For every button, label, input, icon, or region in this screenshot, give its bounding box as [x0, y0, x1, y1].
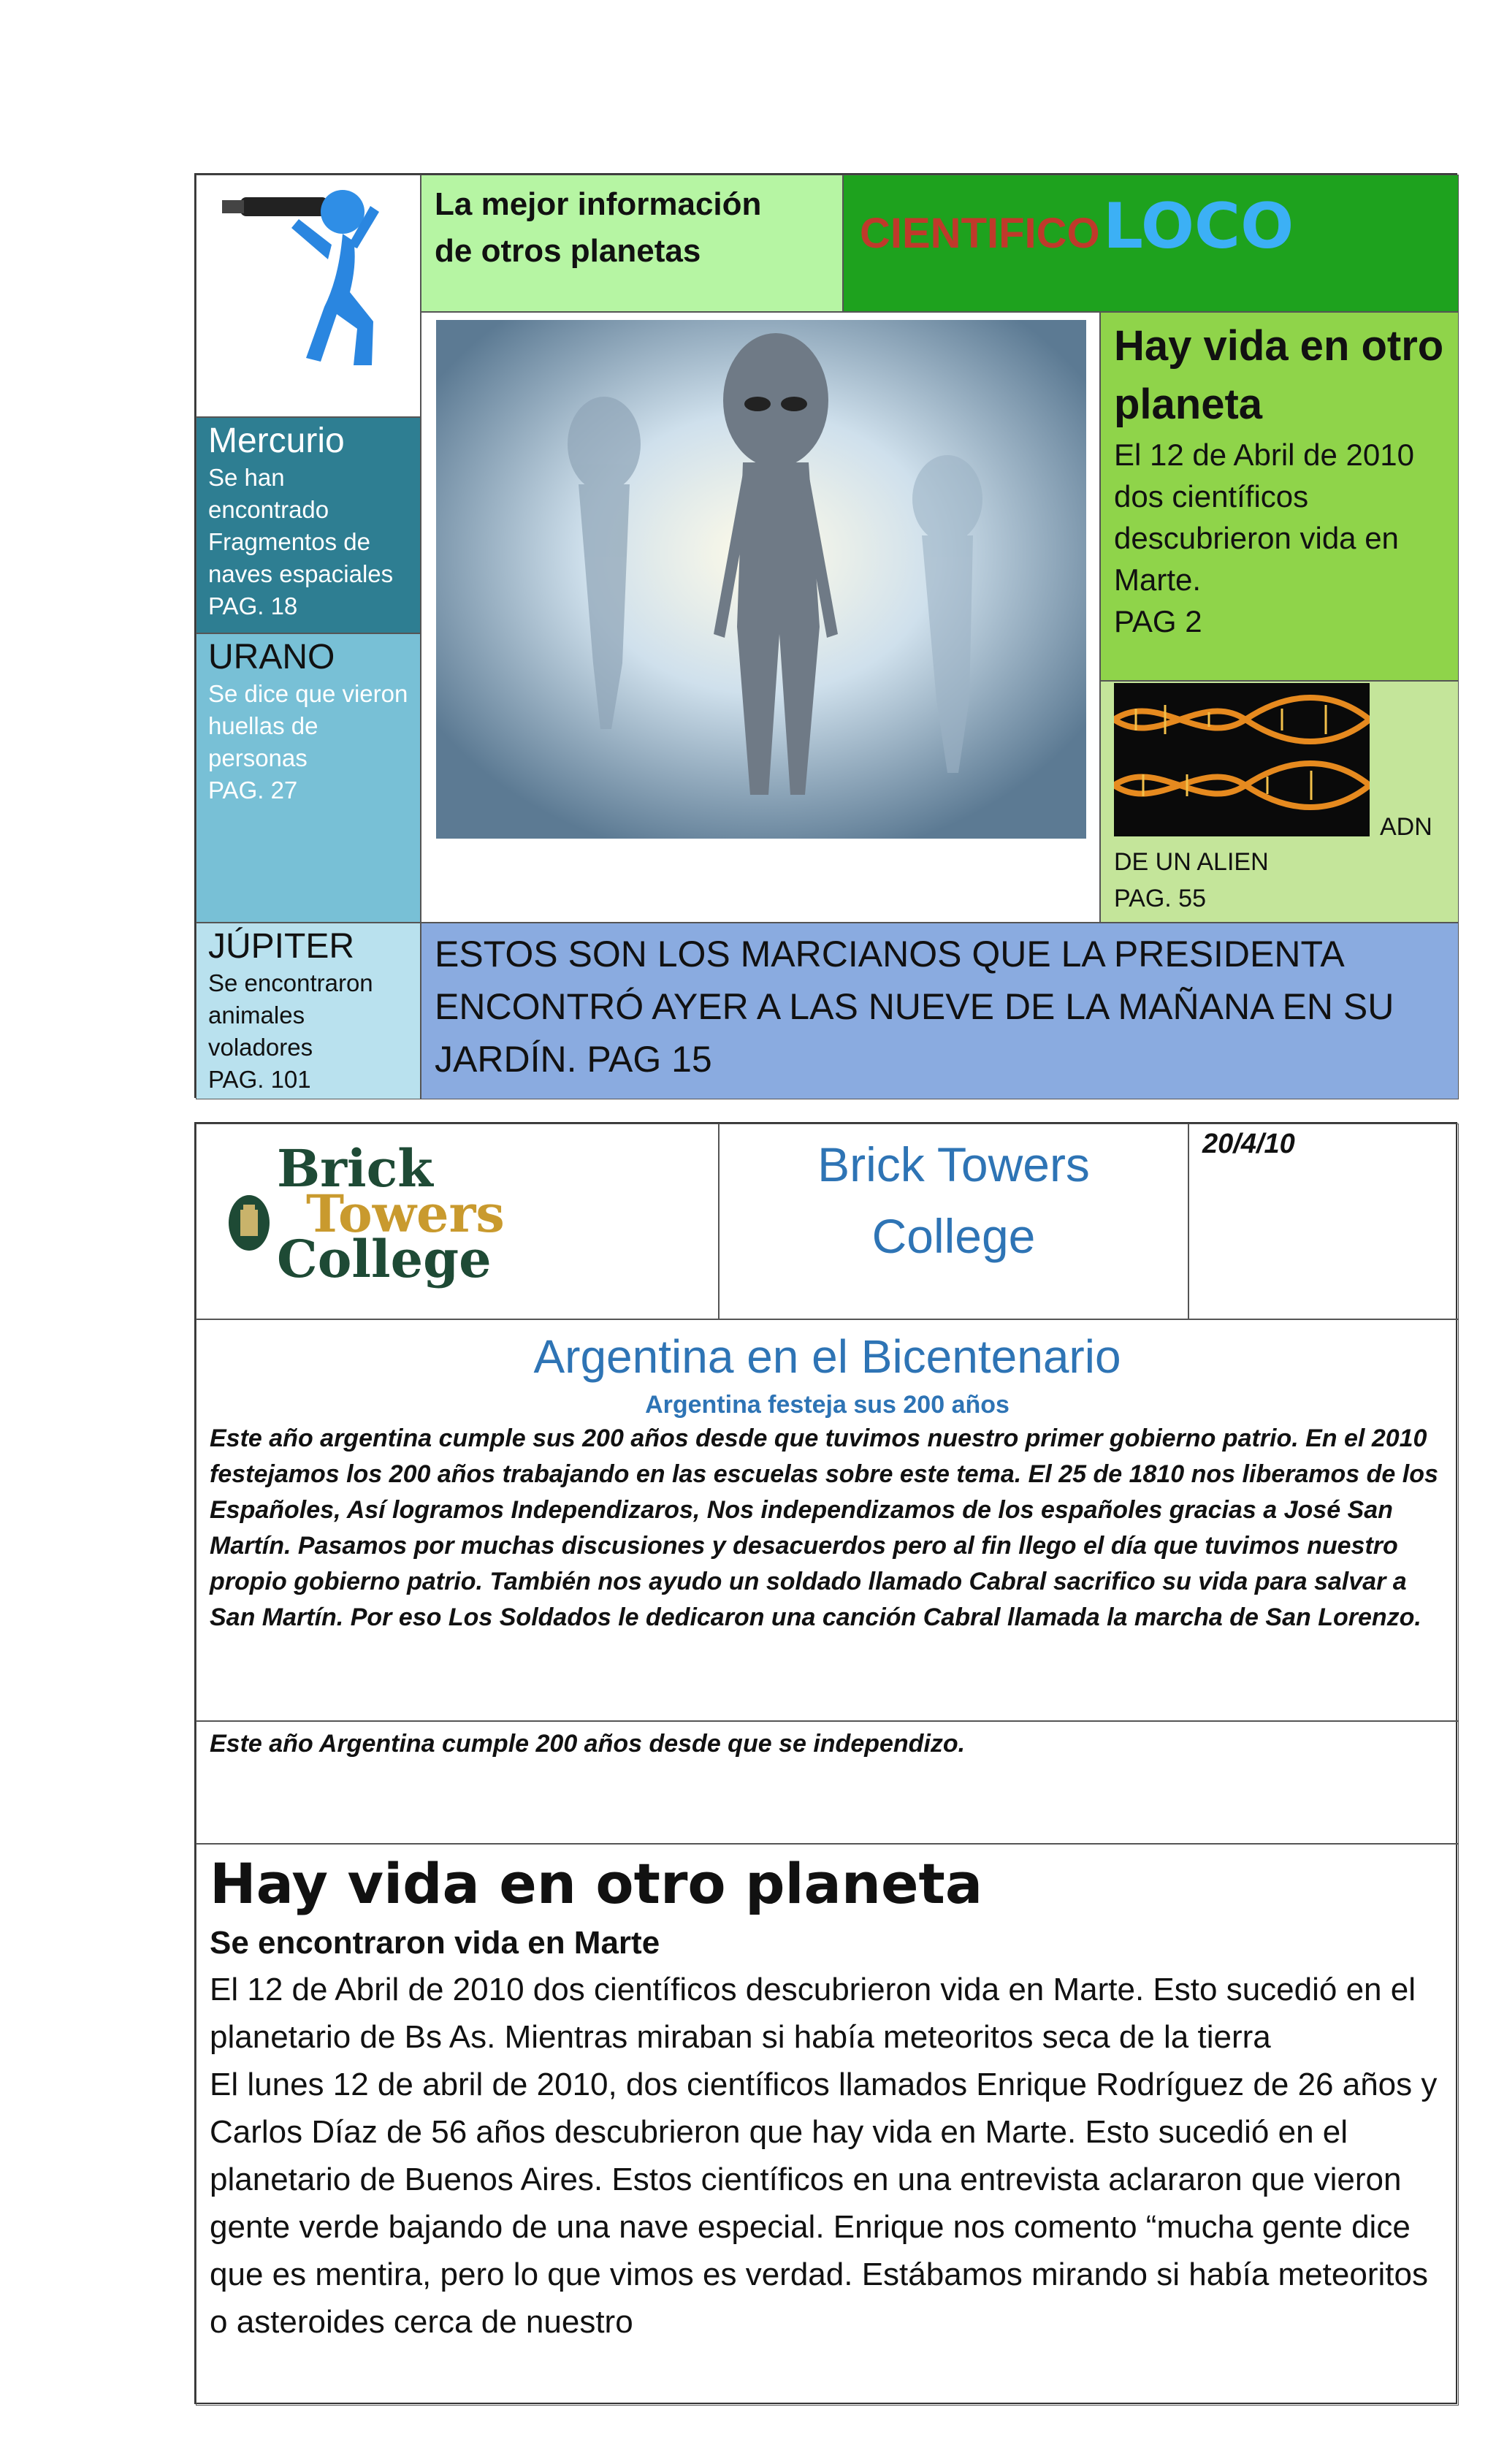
bottom-caption: ESTOS SON LOS MARCIANOS QUE LA PRESIDENTA ENCONTRÓ AYER A LAS NUEVE DE LA MAÑANA EN SU JARDÍN. PAG 15: [435, 934, 1394, 1080]
side-item-page: PAG. 18: [208, 592, 298, 619]
brand-word-cientifico: CIENTIFICO: [860, 210, 1100, 257]
alien-photo: [436, 320, 1086, 839]
headline-title: Hay vida en otro planeta: [1114, 322, 1444, 428]
telescope-figure-image: [211, 183, 394, 380]
story-subtitle: Se encontraron vida en Marte: [210, 1925, 660, 1961]
tagline: La mejor información de otros planetas: [435, 186, 762, 269]
side-item-title: Mercurio: [208, 422, 345, 460]
logo-cell: [196, 1124, 719, 1319]
side-item-mercurio: [196, 417, 421, 633]
mascot-cell: [196, 175, 421, 417]
side-item-page: PAG. 101: [208, 1066, 311, 1093]
headline-page: PAG 2: [1114, 604, 1202, 638]
side-item-text: Se dice que vieron huellas de personas: [208, 680, 408, 771]
story-cell: [196, 1844, 1459, 2406]
college-name: Brick Towers College: [817, 1137, 1090, 1263]
logo-line-towers: Towers: [306, 1183, 505, 1244]
logo-text: [277, 1138, 505, 1289]
college-page: [194, 1122, 1457, 2404]
article-title: Argentina en el Bicentenario: [533, 1330, 1121, 1383]
article-body: Este año argentina cumple sus 200 años desde que tuvimos nuestro primer gobierno patrio. En el 2010 festejamos los 200 años trabajando en las escuelas sobre este tema. El 25 de 1810 nos liberamos de los Españoles, Así logramos Independizaros, Nos independizamos de los españoles gracias a José San Martín. Pasamos por muchas discusiones y desacuerdos pero al fin llego el día que tuvimos nuestro propio gobierno patrio. También nos ayudo un soldado llamado Cabral sacrifico su vida para salvar a San Martín. Por eso Los Soldados le dedicaron una canción Cabral llamada la marcha de San Lorenzo.: [210, 1424, 1438, 1631]
side-item-page: PAG. 27: [208, 777, 298, 804]
dna-image: [1114, 683, 1370, 836]
side-item-jupiter: [196, 923, 421, 1099]
tagline-cell: [421, 175, 843, 312]
story-title: Hay vida en otro planeta: [210, 1851, 983, 1916]
side-item-title: JÚPITER: [208, 927, 355, 966]
alien-photo-cell: [421, 312, 1100, 923]
logo-line-brick: Brick: [277, 1138, 433, 1199]
dna-page: PAG. 55: [1114, 885, 1206, 912]
dna-cell: [1100, 681, 1459, 923]
dna-caption-2: DE UN ALIEN: [1114, 848, 1269, 876]
date-cell: [1188, 1124, 1459, 1319]
brand-word-loco: LOCO: [1103, 190, 1294, 263]
newspaper-cover: [194, 173, 1457, 1098]
side-item-text: Se encontraron animales voladores: [208, 969, 373, 1061]
brand-cell: [843, 175, 1459, 312]
headline-text: El 12 de Abril de 2010 dos científicos descubrieron vida en Marte.: [1114, 438, 1414, 597]
dna-caption-1: ADN: [1380, 813, 1432, 841]
side-item-urano: [196, 633, 421, 923]
college-crest-icon: [227, 1194, 271, 1252]
article-subtitle: Argentina festeja sus 200 años: [645, 1391, 1010, 1419]
note-cell: [196, 1721, 1459, 1844]
issue-date: 20/4/10: [1202, 1129, 1295, 1159]
side-item-text: Se han encontrado Fragmentos de naves espaciales: [208, 464, 394, 587]
college-name-cell: [719, 1124, 1188, 1319]
side-item-title: URANO: [208, 638, 335, 676]
bottom-caption-cell: [421, 923, 1459, 1099]
headline-cell: [1100, 312, 1459, 681]
logo-line-college: College: [277, 1229, 492, 1289]
bicentenario-article: [196, 1319, 1459, 1721]
story-body: El 12 de Abril de 2010 dos científicos descubrieron vida en Marte. Esto sucedió en el planetario de Bs As. Mientras miraban si había meteoritos seca de la tierra El lunes 12 de abril de 2010, dos científicos llamados Enrique Rodríguez de 26 años y Carlos Díaz de 56 años descubrieron que hay vida en Marte. Esto sucedió en el planetario de Buenos Aires. Estos científicos en una entrevista aclararon que vieron gente verde bajando de una nave especial. Enrique nos comento “mucha gente dice que es mentira, pero lo que vimos es verdad. Estábamos mirando si había meteoritos o asteroides cerca de nuestro: [210, 1972, 1438, 2340]
note-text: Este año Argentina cumple 200 años desde que se independizo.: [210, 1730, 966, 1758]
